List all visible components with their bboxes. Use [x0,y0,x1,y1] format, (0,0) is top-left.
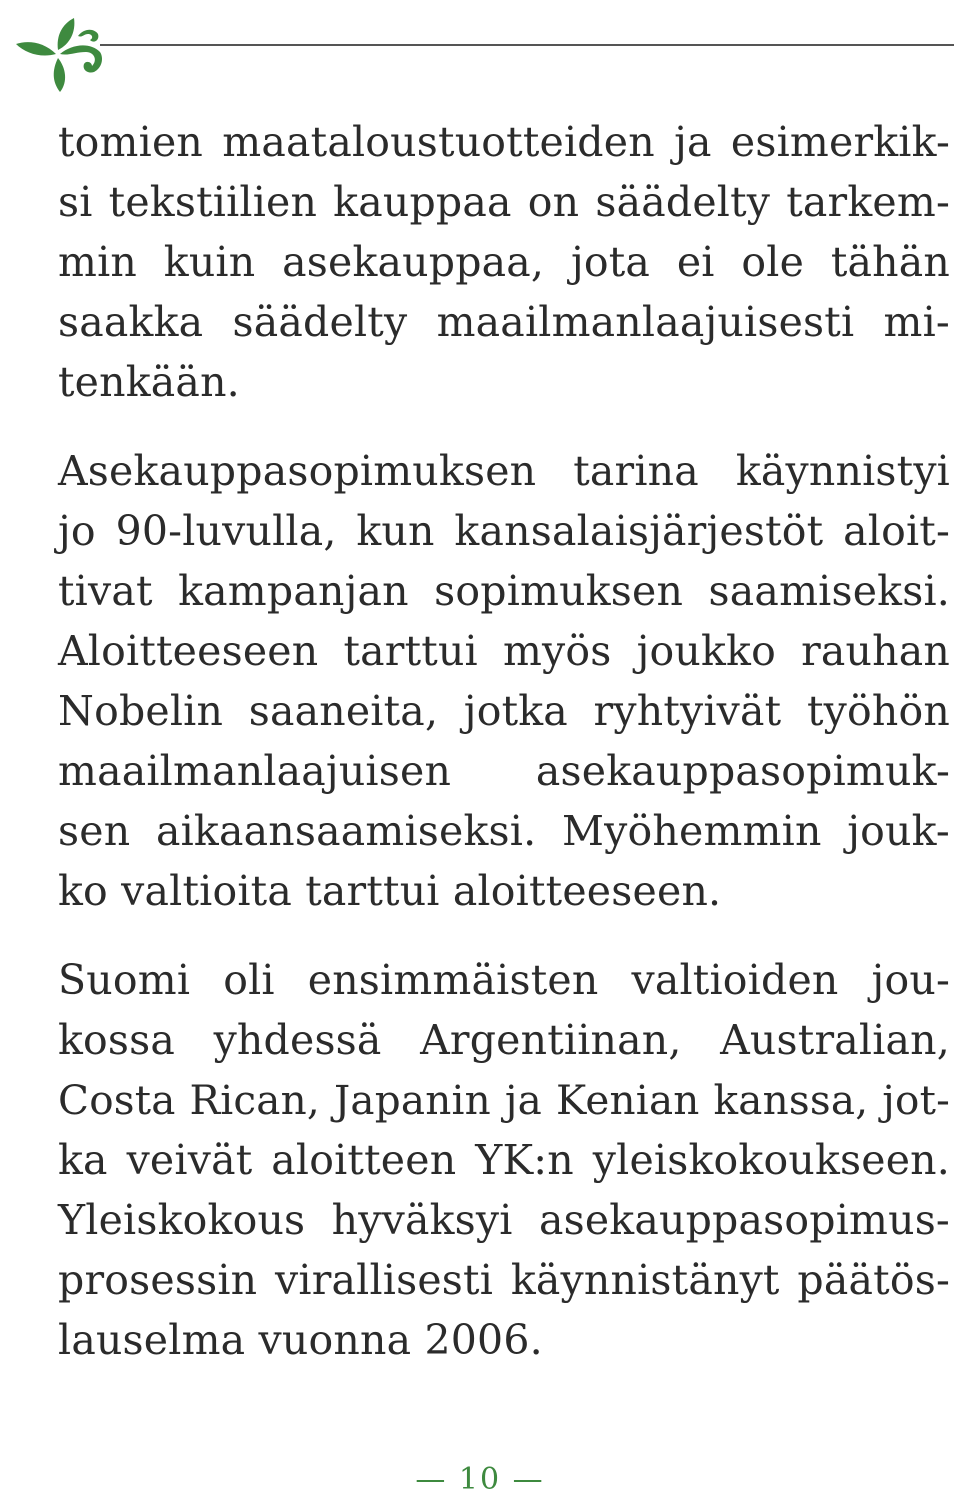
paragraph [58,112,950,412]
text-line: tivat kampanjan sopimuksen saamiseksi. [58,567,950,615]
text-line: min kuin asekauppaa, jota ei ole tähän [58,238,950,286]
text-line: si tekstiilien kauppaa on säädelty tarkem- [58,178,950,226]
text-line: sen aikaansaamiseksi. Myöhemmin jouk- [58,807,950,855]
text-line: maailmanlaajuisen asekauppasopimuk- [58,747,950,795]
page-number: — 10 — [415,1462,545,1497]
text-line: Yleiskokous hyväksyi asekauppasopimus- [58,1196,950,1244]
text-line: tomien maataloustuotteiden ja esimerkik- [58,118,950,166]
leaf-swirl-icon [12,14,108,94]
text-line: lauselma vuonna 2006. [58,1316,543,1364]
text-line: tenkään. [58,358,240,406]
text-line: Suomi oli ensimmäisten valtioiden jou- [58,956,950,1004]
text-line: Aloitteeseen tarttui myös joukko rauhan [58,627,950,675]
paragraph [58,950,950,1370]
header-rule [100,44,954,46]
paragraph [58,441,950,921]
text-line: prosessin virallisesti käynnistänyt päätös- [58,1256,950,1304]
text-line: jo 90-luvulla, kun kansalaisjärjestöt aloit- [58,507,950,555]
text-line: kossa yhdessä Argentiinan, Australian, [58,1016,950,1064]
text-line: ko valtioita tarttui aloitteeseen. [58,867,722,915]
text-line: Costa Rican, Japanin ja Kenian kanssa, jot- [58,1076,950,1124]
body-text [58,112,950,1370]
text-line: saakka säädelty maailmanlaajuisesti mi- [58,298,950,346]
text-line: Nobelin saaneita, jotka ryhtyivät työhön [58,687,950,735]
text-line: ka veivät aloitteen YK:n yleiskokoukseen. [58,1136,950,1184]
text-line: Asekauppasopimuksen tarina käynnistyi [58,447,950,495]
